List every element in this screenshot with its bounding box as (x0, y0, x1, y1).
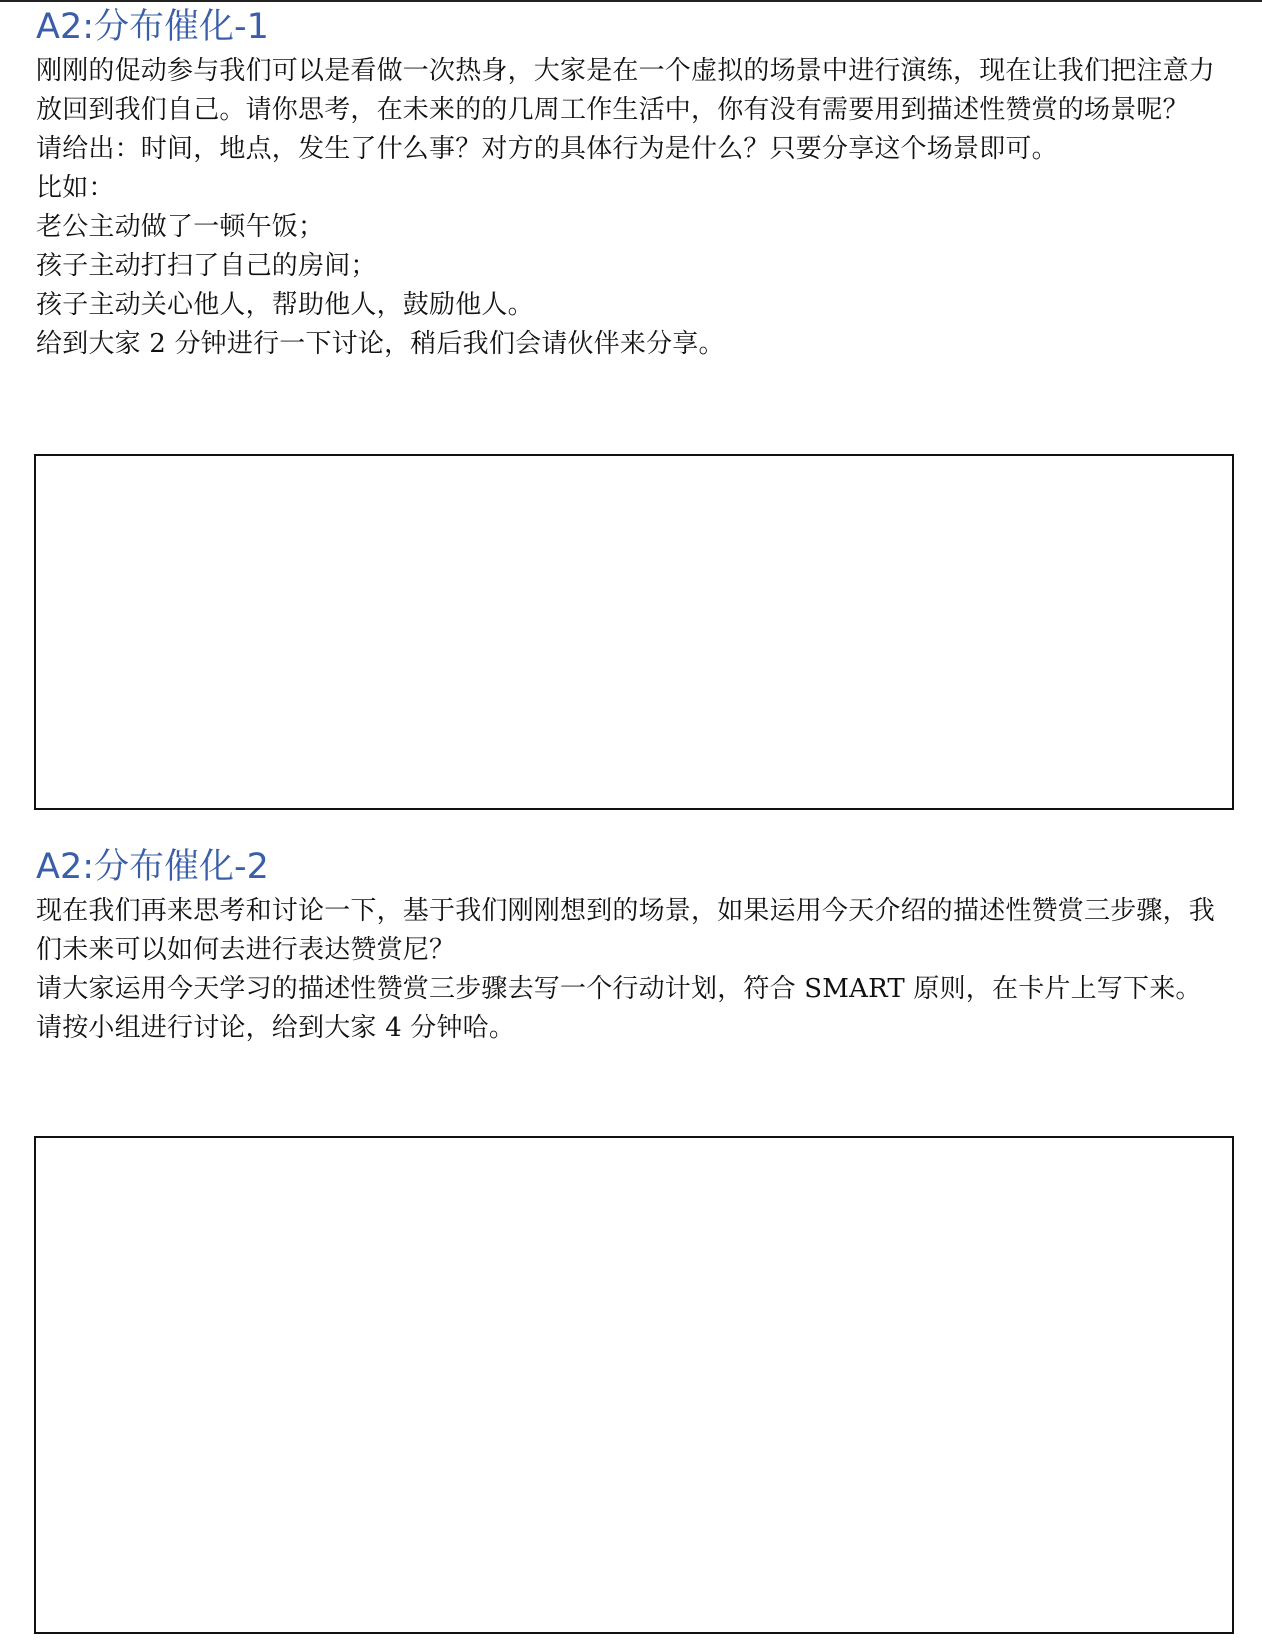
section-1-example-label: 比如： (36, 173, 115, 203)
section-1-timing-paragraph: 给到大家 2 分钟进行一下讨论，稍后我们会请伙伴来分享。 (36, 329, 725, 359)
section-2-timing-paragraph: 请按小组进行讨论，给到大家 4 分钟哈。 (36, 1013, 516, 1043)
section-1-example-1: 老公主动做了一顿午饭； (36, 212, 325, 242)
section-2-heading: A2:分布催化-2 (36, 847, 269, 887)
section-2 (36, 842, 1236, 1048)
section-1-example-3: 孩子主动关心他人，帮助他人，鼓励他人。 (36, 290, 534, 320)
answer-box-1[interactable] (34, 454, 1234, 810)
answer-box-2[interactable] (34, 1136, 1234, 1634)
section-1-example-2: 孩子主动打扫了自己的房间； (36, 251, 377, 281)
section-1-instruction-paragraph: 请给出：时间，地点，发生了什么事？对方的具体行为是什么？只要分享这个场景即可。 (36, 134, 1058, 164)
section-2-intro-paragraph: 现在我们再来思考和讨论一下，基于我们刚刚想到的场景，如果运用今天介绍的描述性赞赏三步骤，我们未来可以如何去进行表达赞赏尼？ (36, 896, 1216, 965)
section-1-heading: A2:分布催化-1 (36, 7, 269, 47)
section-1 (36, 2, 1236, 364)
section-2-instruction-paragraph: 请大家运用今天学习的描述性赞赏三步骤去写一个行动计划，符合 SMART 原则，在卡片上写下来。 (36, 974, 1202, 1004)
section-1-intro-paragraph: 刚刚的促动参与我们可以是看做一次热身，大家是在一个虚拟的场景中进行演练，现在让我们把注意力放回到我们自己。请你思考，在未来的的几周工作生活中，你有没有需要用到描述性赞赏的场景呢？ (36, 56, 1216, 125)
